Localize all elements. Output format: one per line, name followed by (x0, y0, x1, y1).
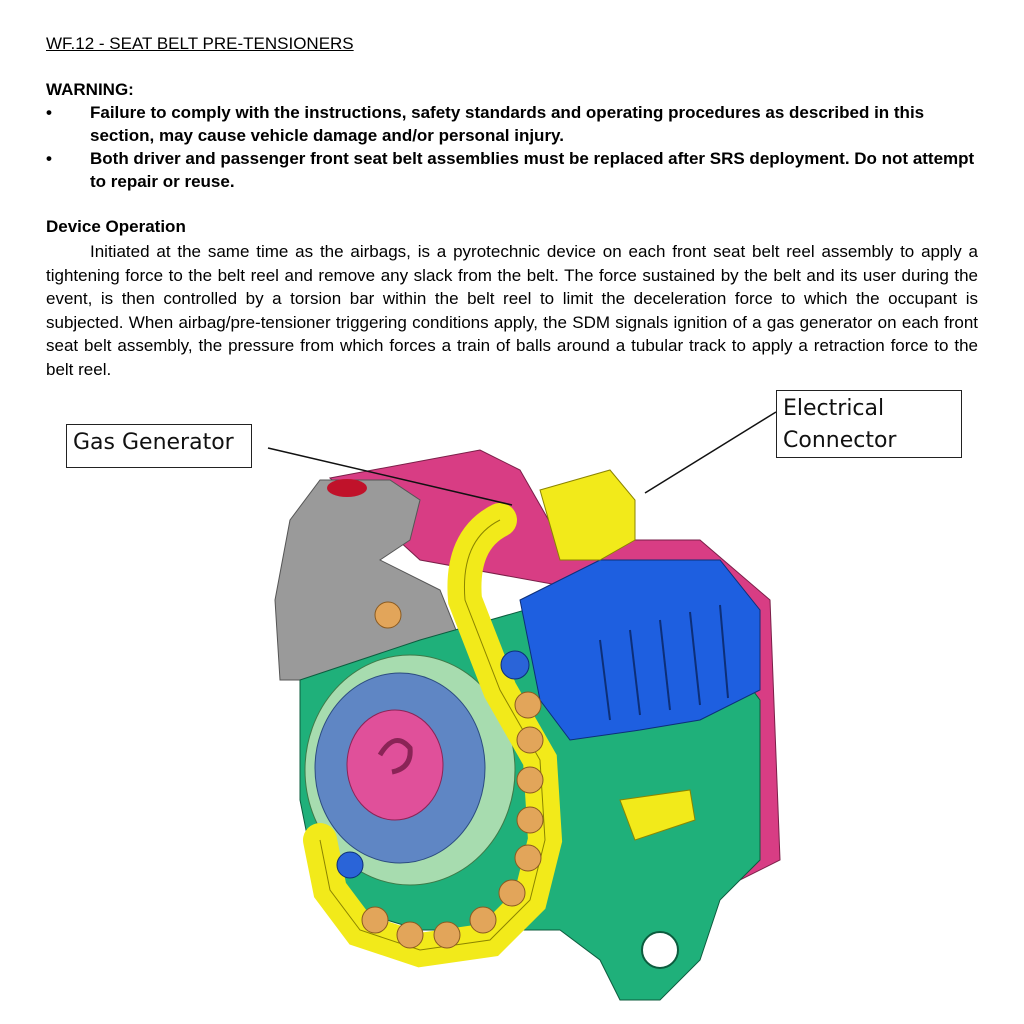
ball-blue (501, 651, 529, 679)
ball-blue (337, 852, 363, 878)
electrical-connector-leader-line (645, 412, 776, 493)
mounting-hole (642, 932, 678, 968)
gas-generator-label-text: Gas Generator (73, 430, 234, 455)
gas-generator-label (66, 424, 252, 468)
pretensioner-illustration (0, 380, 1024, 1024)
electrical-connector-label (776, 390, 962, 458)
belt-reel-inner (347, 710, 443, 820)
bullet-icon: • (46, 149, 52, 168)
warning-heading: WARNING: (46, 80, 134, 99)
page-title: WF.12 - SEAT BELT PRE-TENSIONERS (46, 34, 354, 53)
electrical-connector-label-line1: Electrical (783, 396, 885, 421)
bullet-icon: • (46, 103, 52, 122)
section-heading: Device Operation (46, 217, 186, 236)
gas-generator-opening (327, 479, 367, 497)
device-operation-paragraph: Initiated at the same time as the airbags, is a pyrotechnic device on each front seat belt reel assembly to apply a tightening force to the belt reel and remove any slack from the belt. The force sustained by the belt and its user during the event, is then controlled by a torsion bar within the belt reel to limit the deceleration force to which the occupant is subjected. When airbag/pre-tensioner triggering conditions apply, the SDM signals ignition of a gas generator on each front seat belt assembly, the pressure from which forces a train of balls around a tubular track to apply a retraction force to the belt reel. (46, 242, 978, 379)
warning-text: Both driver and passenger front seat belt assemblies must be replaced after SRS deployment. Do not attempt to repair or reuse. (90, 149, 975, 191)
electrical-connector-label-line2: Connector (783, 428, 897, 453)
warning-text: Failure to comply with the instructions, safety standards and operating procedures as described in this section, may cause vehicle damage and/or personal injury. (90, 103, 925, 145)
